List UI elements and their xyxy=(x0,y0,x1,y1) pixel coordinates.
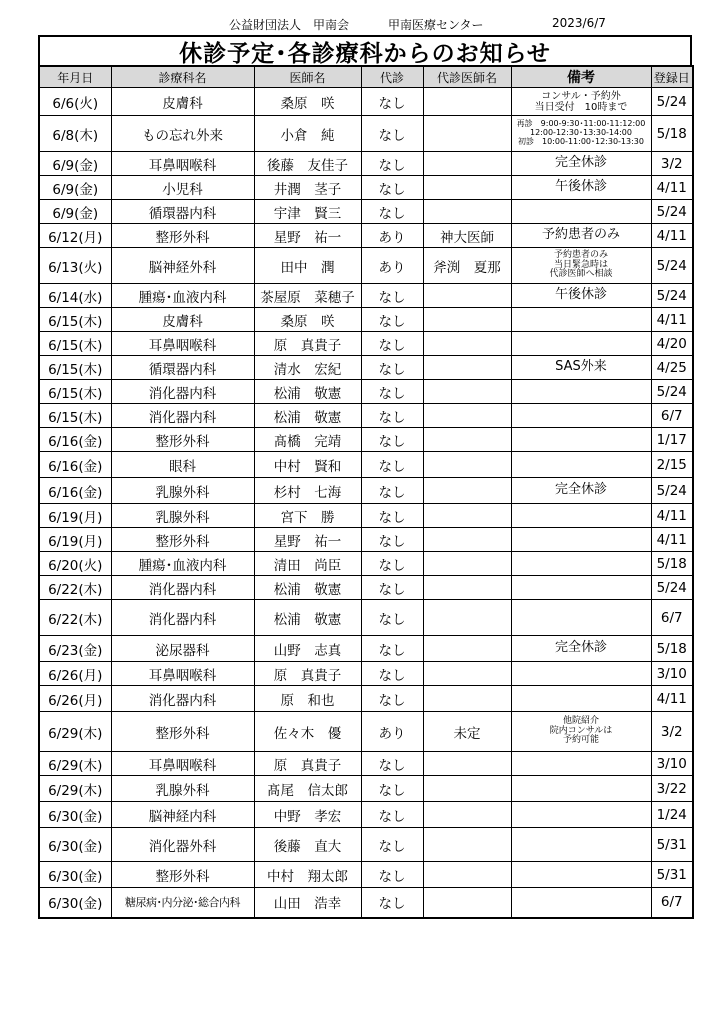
note-cell xyxy=(511,504,651,528)
substitute-cell: なし xyxy=(361,636,423,662)
registered-date-cell: 5/24 xyxy=(651,380,693,404)
dept-cell: 耳鼻咽喉科 xyxy=(111,332,254,356)
dept-cell: 泌尿器科 xyxy=(111,636,254,662)
date-cell: 6/12(月) xyxy=(39,224,111,248)
note-line: 午後休診 xyxy=(554,287,607,303)
col-header-date: 年月日 xyxy=(39,66,111,88)
table-header-row xyxy=(39,66,693,88)
note-line: 初診 10:00-11:00･12:30-13:30 xyxy=(518,136,644,146)
date-cell: 6/13(火) xyxy=(39,248,111,284)
date-cell: 6/9(金) xyxy=(39,200,111,224)
doctor-cell: 中村 賢和 xyxy=(254,452,361,478)
substitute-cell: なし xyxy=(361,332,423,356)
col-header-sub: 代診 xyxy=(361,66,423,88)
note-line: 完全休診 xyxy=(554,482,607,498)
substitute-cell: なし xyxy=(361,200,423,224)
note-line: 12:00-12:30･13:30-14:00 xyxy=(530,128,632,138)
date-cell: 6/16(金) xyxy=(39,452,111,478)
table-row xyxy=(39,686,693,712)
registered-date-cell: 3/22 xyxy=(651,776,693,802)
substitute-cell: なし xyxy=(361,802,423,828)
note-cell xyxy=(511,552,651,576)
table-row xyxy=(39,600,693,636)
substitute-doctor-cell xyxy=(423,888,511,918)
note-line: 当日緊急時は xyxy=(553,259,608,270)
substitute-doctor-cell xyxy=(423,600,511,636)
col-header-reg: 登録日 xyxy=(651,66,693,88)
table-row xyxy=(39,116,693,152)
substitute-cell: なし xyxy=(361,600,423,636)
substitute-doctor-cell xyxy=(423,428,511,452)
date-cell: 6/9(金) xyxy=(39,176,111,200)
table-row xyxy=(39,380,693,404)
substitute-cell: なし xyxy=(361,752,423,776)
note-line: SAS外来 xyxy=(555,359,607,375)
note-line: 代診医師へ相談 xyxy=(549,269,613,280)
dept-cell: 乳腺外科 xyxy=(111,504,254,528)
substitute-cell: なし xyxy=(361,88,423,116)
registered-date-cell: 2/15 xyxy=(651,452,693,478)
dept-cell: 糖尿病･内分泌･総合内科 xyxy=(111,888,254,918)
note-cell xyxy=(511,200,651,224)
dept-cell: もの忘れ外来 xyxy=(111,116,254,152)
note-cell xyxy=(511,600,651,636)
dept-cell: 皮膚科 xyxy=(111,308,254,332)
date-cell: 6/26(月) xyxy=(39,662,111,686)
note-cell xyxy=(511,888,651,918)
registered-date-cell: 3/10 xyxy=(651,752,693,776)
substitute-doctor-cell xyxy=(423,528,511,552)
registered-date-cell: 3/2 xyxy=(651,152,693,176)
dept-cell: 乳腺外科 xyxy=(111,776,254,802)
note-cell xyxy=(511,404,651,428)
dept-cell: 整形外科 xyxy=(111,428,254,452)
doctor-cell: 桑原 咲 xyxy=(254,88,361,116)
doctor-cell: 後藤 直大 xyxy=(254,828,361,862)
dept-cell: 整形外科 xyxy=(111,712,254,752)
substitute-doctor-cell xyxy=(423,776,511,802)
date-cell: 6/23(金) xyxy=(39,636,111,662)
substitute-cell: なし xyxy=(361,862,423,888)
dept-cell: 整形外科 xyxy=(111,528,254,552)
substitute-doctor-cell xyxy=(423,802,511,828)
date-cell: 6/8(木) xyxy=(39,116,111,152)
registered-date-cell: 5/18 xyxy=(651,636,693,662)
table-row xyxy=(39,176,693,200)
date-cell: 6/30(金) xyxy=(39,888,111,918)
date-cell: 6/6(火) xyxy=(39,88,111,116)
substitute-cell: なし xyxy=(361,504,423,528)
registered-date-cell: 5/24 xyxy=(651,88,693,116)
registered-date-cell: 5/31 xyxy=(651,828,693,862)
note-cell xyxy=(511,452,651,478)
doctor-cell: 中野 孝宏 xyxy=(254,802,361,828)
substitute-cell: あり xyxy=(361,248,423,284)
table-row xyxy=(39,888,693,918)
note-cell xyxy=(511,332,651,356)
doctor-cell: 原 真貴子 xyxy=(254,752,361,776)
registered-date-cell: 6/7 xyxy=(651,888,693,918)
substitute-doctor-cell xyxy=(423,504,511,528)
table-row xyxy=(39,248,693,284)
substitute-doctor-cell xyxy=(423,686,511,712)
table-row xyxy=(39,284,693,308)
doctor-cell: 宮下 勝 xyxy=(254,504,361,528)
dept-cell: 耳鼻咽喉科 xyxy=(111,662,254,686)
dept-cell: 循環器内科 xyxy=(111,356,254,380)
note-cell xyxy=(511,116,651,152)
note-cell xyxy=(511,752,651,776)
registered-date-cell: 1/17 xyxy=(651,428,693,452)
table-row xyxy=(39,200,693,224)
registered-date-cell: 4/11 xyxy=(651,528,693,552)
date-cell: 6/30(金) xyxy=(39,828,111,862)
substitute-cell: なし xyxy=(361,576,423,600)
doctor-cell: 桑原 咲 xyxy=(254,308,361,332)
substitute-cell: あり xyxy=(361,712,423,752)
substitute-doctor-cell xyxy=(423,380,511,404)
doctor-cell: 松浦 敬憲 xyxy=(254,404,361,428)
registered-date-cell: 5/18 xyxy=(651,116,693,152)
substitute-doctor-cell xyxy=(423,152,511,176)
note-cell xyxy=(511,428,651,452)
dept-cell: 消化器内科 xyxy=(111,600,254,636)
substitute-cell: なし xyxy=(361,552,423,576)
registered-date-cell: 4/11 xyxy=(651,176,693,200)
substitute-cell: なし xyxy=(361,686,423,712)
substitute-doctor-cell xyxy=(423,176,511,200)
registered-date-cell: 5/24 xyxy=(651,284,693,308)
dept-cell: 眼科 xyxy=(111,452,254,478)
table-row xyxy=(39,802,693,828)
substitute-cell: なし xyxy=(361,308,423,332)
table-row xyxy=(39,528,693,552)
center-name: 甲南医療センター xyxy=(388,18,484,32)
doctor-cell: 山野 志真 xyxy=(254,636,361,662)
dept-cell: 整形外科 xyxy=(111,224,254,248)
registered-date-cell: 4/11 xyxy=(651,686,693,712)
substitute-doctor-cell xyxy=(423,862,511,888)
substitute-cell: なし xyxy=(361,356,423,380)
col-header-subdoc: 代診医師名 xyxy=(423,66,511,88)
dept-cell: 循環器内科 xyxy=(111,200,254,224)
dept-cell: 腫瘍･血液内科 xyxy=(111,284,254,308)
dept-cell: 耳鼻咽喉科 xyxy=(111,152,254,176)
substitute-doctor-cell xyxy=(423,636,511,662)
table-row xyxy=(39,356,693,380)
substitute-cell: あり xyxy=(361,224,423,248)
note-line: 完全休診 xyxy=(554,640,607,656)
doctor-cell: 佐々木 優 xyxy=(254,712,361,752)
dept-cell: 皮膚科 xyxy=(111,88,254,116)
note-cell xyxy=(511,152,651,176)
substitute-cell: なし xyxy=(361,528,423,552)
substitute-cell: なし xyxy=(361,662,423,686)
substitute-cell: なし xyxy=(361,152,423,176)
substitute-cell: なし xyxy=(361,776,423,802)
table-row xyxy=(39,332,693,356)
table-row xyxy=(39,712,693,752)
substitute-cell: なし xyxy=(361,452,423,478)
registered-date-cell: 4/11 xyxy=(651,308,693,332)
registered-date-cell: 6/7 xyxy=(651,600,693,636)
note-line: コンサル・予約外 xyxy=(541,90,621,102)
dept-cell: 整形外科 xyxy=(111,862,254,888)
doctor-cell: 後藤 友佳子 xyxy=(254,152,361,176)
col-header-dept: 診療科名 xyxy=(111,66,254,88)
note-line: 当日受付 10時まで xyxy=(534,101,628,113)
substitute-doctor-cell xyxy=(423,200,511,224)
date-cell: 6/30(金) xyxy=(39,802,111,828)
page-header xyxy=(0,16,724,34)
registered-date-cell: 1/24 xyxy=(651,802,693,828)
table-row xyxy=(39,428,693,452)
substitute-doctor-cell xyxy=(423,116,511,152)
note-cell xyxy=(511,712,651,752)
table-row xyxy=(39,776,693,802)
date-cell: 6/15(木) xyxy=(39,308,111,332)
note-cell xyxy=(511,478,651,504)
substitute-cell: なし xyxy=(361,380,423,404)
date-cell: 6/15(木) xyxy=(39,332,111,356)
table-row xyxy=(39,552,693,576)
registered-date-cell: 3/2 xyxy=(651,712,693,752)
note-cell xyxy=(511,284,651,308)
date-cell: 6/15(木) xyxy=(39,380,111,404)
dept-cell: 耳鼻咽喉科 xyxy=(111,752,254,776)
date-cell: 6/20(火) xyxy=(39,552,111,576)
doctor-cell: 松浦 敬憲 xyxy=(254,600,361,636)
registered-date-cell: 5/24 xyxy=(651,478,693,504)
table-row xyxy=(39,504,693,528)
table-row xyxy=(39,862,693,888)
date-cell: 6/15(木) xyxy=(39,404,111,428)
dept-cell: 消化器内科 xyxy=(111,576,254,600)
doctor-cell: 松浦 敬憲 xyxy=(254,576,361,600)
note-cell xyxy=(511,88,651,116)
substitute-doctor-cell xyxy=(423,552,511,576)
substitute-doctor-cell xyxy=(423,332,511,356)
substitute-cell: なし xyxy=(361,428,423,452)
substitute-doctor-cell xyxy=(423,828,511,862)
dept-cell: 消化器内科 xyxy=(111,380,254,404)
doctor-cell: 松浦 敬憲 xyxy=(254,380,361,404)
table-row xyxy=(39,88,693,116)
note-line: 予約患者のみ xyxy=(553,249,608,260)
note-cell xyxy=(511,576,651,600)
note-cell xyxy=(511,776,651,802)
note-line: 他院紹介 xyxy=(562,715,599,726)
substitute-doctor-cell xyxy=(423,404,511,428)
date-cell: 6/16(金) xyxy=(39,428,111,452)
org-name: 公益財団法人 甲南会 xyxy=(229,18,350,32)
note-line: 再診 9:00-9:30･11:00-11:12:00 xyxy=(516,119,646,129)
doctor-cell: 原 真貴子 xyxy=(254,662,361,686)
table-row xyxy=(39,152,693,176)
substitute-cell: なし xyxy=(361,478,423,504)
doctor-cell: 原 和也 xyxy=(254,686,361,712)
substitute-doctor-cell: 斧渕 夏那 xyxy=(423,248,511,284)
table-row xyxy=(39,752,693,776)
date-cell: 6/15(木) xyxy=(39,356,111,380)
doctor-cell: 杉村 七海 xyxy=(254,478,361,504)
dept-cell: 消化器内科 xyxy=(111,404,254,428)
substitute-cell: なし xyxy=(361,116,423,152)
table-row xyxy=(39,478,693,504)
document-title: 休診予定･各診療科からのお知らせ xyxy=(38,35,692,65)
date-cell: 6/29(木) xyxy=(39,752,111,776)
note-cell xyxy=(511,528,651,552)
doctor-cell: 原 真貴子 xyxy=(254,332,361,356)
note-line: 午後休診 xyxy=(554,179,607,195)
dept-cell: 脳神経外科 xyxy=(111,248,254,284)
doctor-cell: 宇津 賢三 xyxy=(254,200,361,224)
note-cell xyxy=(511,308,651,332)
registered-date-cell: 4/11 xyxy=(651,224,693,248)
note-cell xyxy=(511,662,651,686)
dept-cell: 消化器外科 xyxy=(111,828,254,862)
substitute-cell: なし xyxy=(361,888,423,918)
substitute-doctor-cell xyxy=(423,452,511,478)
date-cell: 6/26(月) xyxy=(39,686,111,712)
table-row xyxy=(39,636,693,662)
note-cell xyxy=(511,862,651,888)
table-body xyxy=(39,88,693,918)
doctor-cell: 星野 祐一 xyxy=(254,528,361,552)
note-cell xyxy=(511,686,651,712)
substitute-doctor-cell xyxy=(423,308,511,332)
registered-date-cell: 5/24 xyxy=(651,248,693,284)
date-cell: 6/14(水) xyxy=(39,284,111,308)
date-cell: 6/29(木) xyxy=(39,712,111,752)
issue-date: 2023/6/7 xyxy=(552,16,606,30)
doctor-cell: 中村 翔太郎 xyxy=(254,862,361,888)
date-cell: 6/22(木) xyxy=(39,576,111,600)
dept-cell: 乳腺外科 xyxy=(111,478,254,504)
doctor-cell: 茶屋原 菜穂子 xyxy=(254,284,361,308)
note-cell xyxy=(511,356,651,380)
date-cell: 6/29(木) xyxy=(39,776,111,802)
date-cell: 6/16(金) xyxy=(39,478,111,504)
note-line: 完全休診 xyxy=(554,155,607,171)
table-row xyxy=(39,452,693,478)
substitute-doctor-cell xyxy=(423,88,511,116)
date-cell: 6/19(月) xyxy=(39,528,111,552)
registered-date-cell: 5/24 xyxy=(651,576,693,600)
dept-cell: 脳神経内科 xyxy=(111,802,254,828)
registered-date-cell: 4/20 xyxy=(651,332,693,356)
table-row xyxy=(39,576,693,600)
doctor-cell: 髙尾 信太郎 xyxy=(254,776,361,802)
registered-date-cell: 4/11 xyxy=(651,504,693,528)
substitute-doctor-cell xyxy=(423,356,511,380)
doctor-cell: 井潤 茎子 xyxy=(254,176,361,200)
note-line: 院内コンサルは xyxy=(549,725,613,736)
registered-date-cell: 4/25 xyxy=(651,356,693,380)
substitute-cell: なし xyxy=(361,404,423,428)
substitute-doctor-cell: 神大医師 xyxy=(423,224,511,248)
doctor-cell: 小倉 純 xyxy=(254,116,361,152)
col-header-doctor: 医師名 xyxy=(254,66,361,88)
substitute-doctor-cell xyxy=(423,752,511,776)
doctor-cell: 星野 祐一 xyxy=(254,224,361,248)
dept-cell: 消化器内科 xyxy=(111,686,254,712)
note-line: 予約可能 xyxy=(562,735,599,746)
note-cell xyxy=(511,380,651,404)
dept-cell: 小児科 xyxy=(111,176,254,200)
note-line: 予約患者のみ xyxy=(541,227,620,243)
dept-cell: 腫瘍･血液内科 xyxy=(111,552,254,576)
substitute-doctor-cell xyxy=(423,478,511,504)
doctor-cell: 清水 宏紀 xyxy=(254,356,361,380)
registered-date-cell: 6/7 xyxy=(651,404,693,428)
schedule-table xyxy=(38,65,694,919)
col-header-note: 備考 xyxy=(511,66,651,88)
note-cell xyxy=(511,636,651,662)
table-row xyxy=(39,404,693,428)
registered-date-cell: 5/18 xyxy=(651,552,693,576)
date-cell: 6/30(金) xyxy=(39,862,111,888)
registered-date-cell: 3/10 xyxy=(651,662,693,686)
substitute-cell: なし xyxy=(361,284,423,308)
registered-date-cell: 5/31 xyxy=(651,862,693,888)
table-row xyxy=(39,828,693,862)
note-cell xyxy=(511,248,651,284)
doctor-cell: 田中 潤 xyxy=(254,248,361,284)
date-cell: 6/9(金) xyxy=(39,152,111,176)
registered-date-cell: 5/24 xyxy=(651,200,693,224)
date-cell: 6/22(木) xyxy=(39,600,111,636)
substitute-doctor-cell xyxy=(423,576,511,600)
substitute-cell: なし xyxy=(361,176,423,200)
table-row xyxy=(39,662,693,686)
doctor-cell: 髙橋 完靖 xyxy=(254,428,361,452)
note-cell xyxy=(511,224,651,248)
substitute-doctor-cell: 未定 xyxy=(423,712,511,752)
substitute-doctor-cell xyxy=(423,284,511,308)
doctor-cell: 山田 浩幸 xyxy=(254,888,361,918)
substitute-doctor-cell xyxy=(423,662,511,686)
date-cell: 6/19(月) xyxy=(39,504,111,528)
table-row xyxy=(39,224,693,248)
doctor-cell: 清田 尚臣 xyxy=(254,552,361,576)
table-row xyxy=(39,308,693,332)
note-cell xyxy=(511,828,651,862)
note-cell xyxy=(511,802,651,828)
note-cell xyxy=(511,176,651,200)
substitute-cell: なし xyxy=(361,828,423,862)
